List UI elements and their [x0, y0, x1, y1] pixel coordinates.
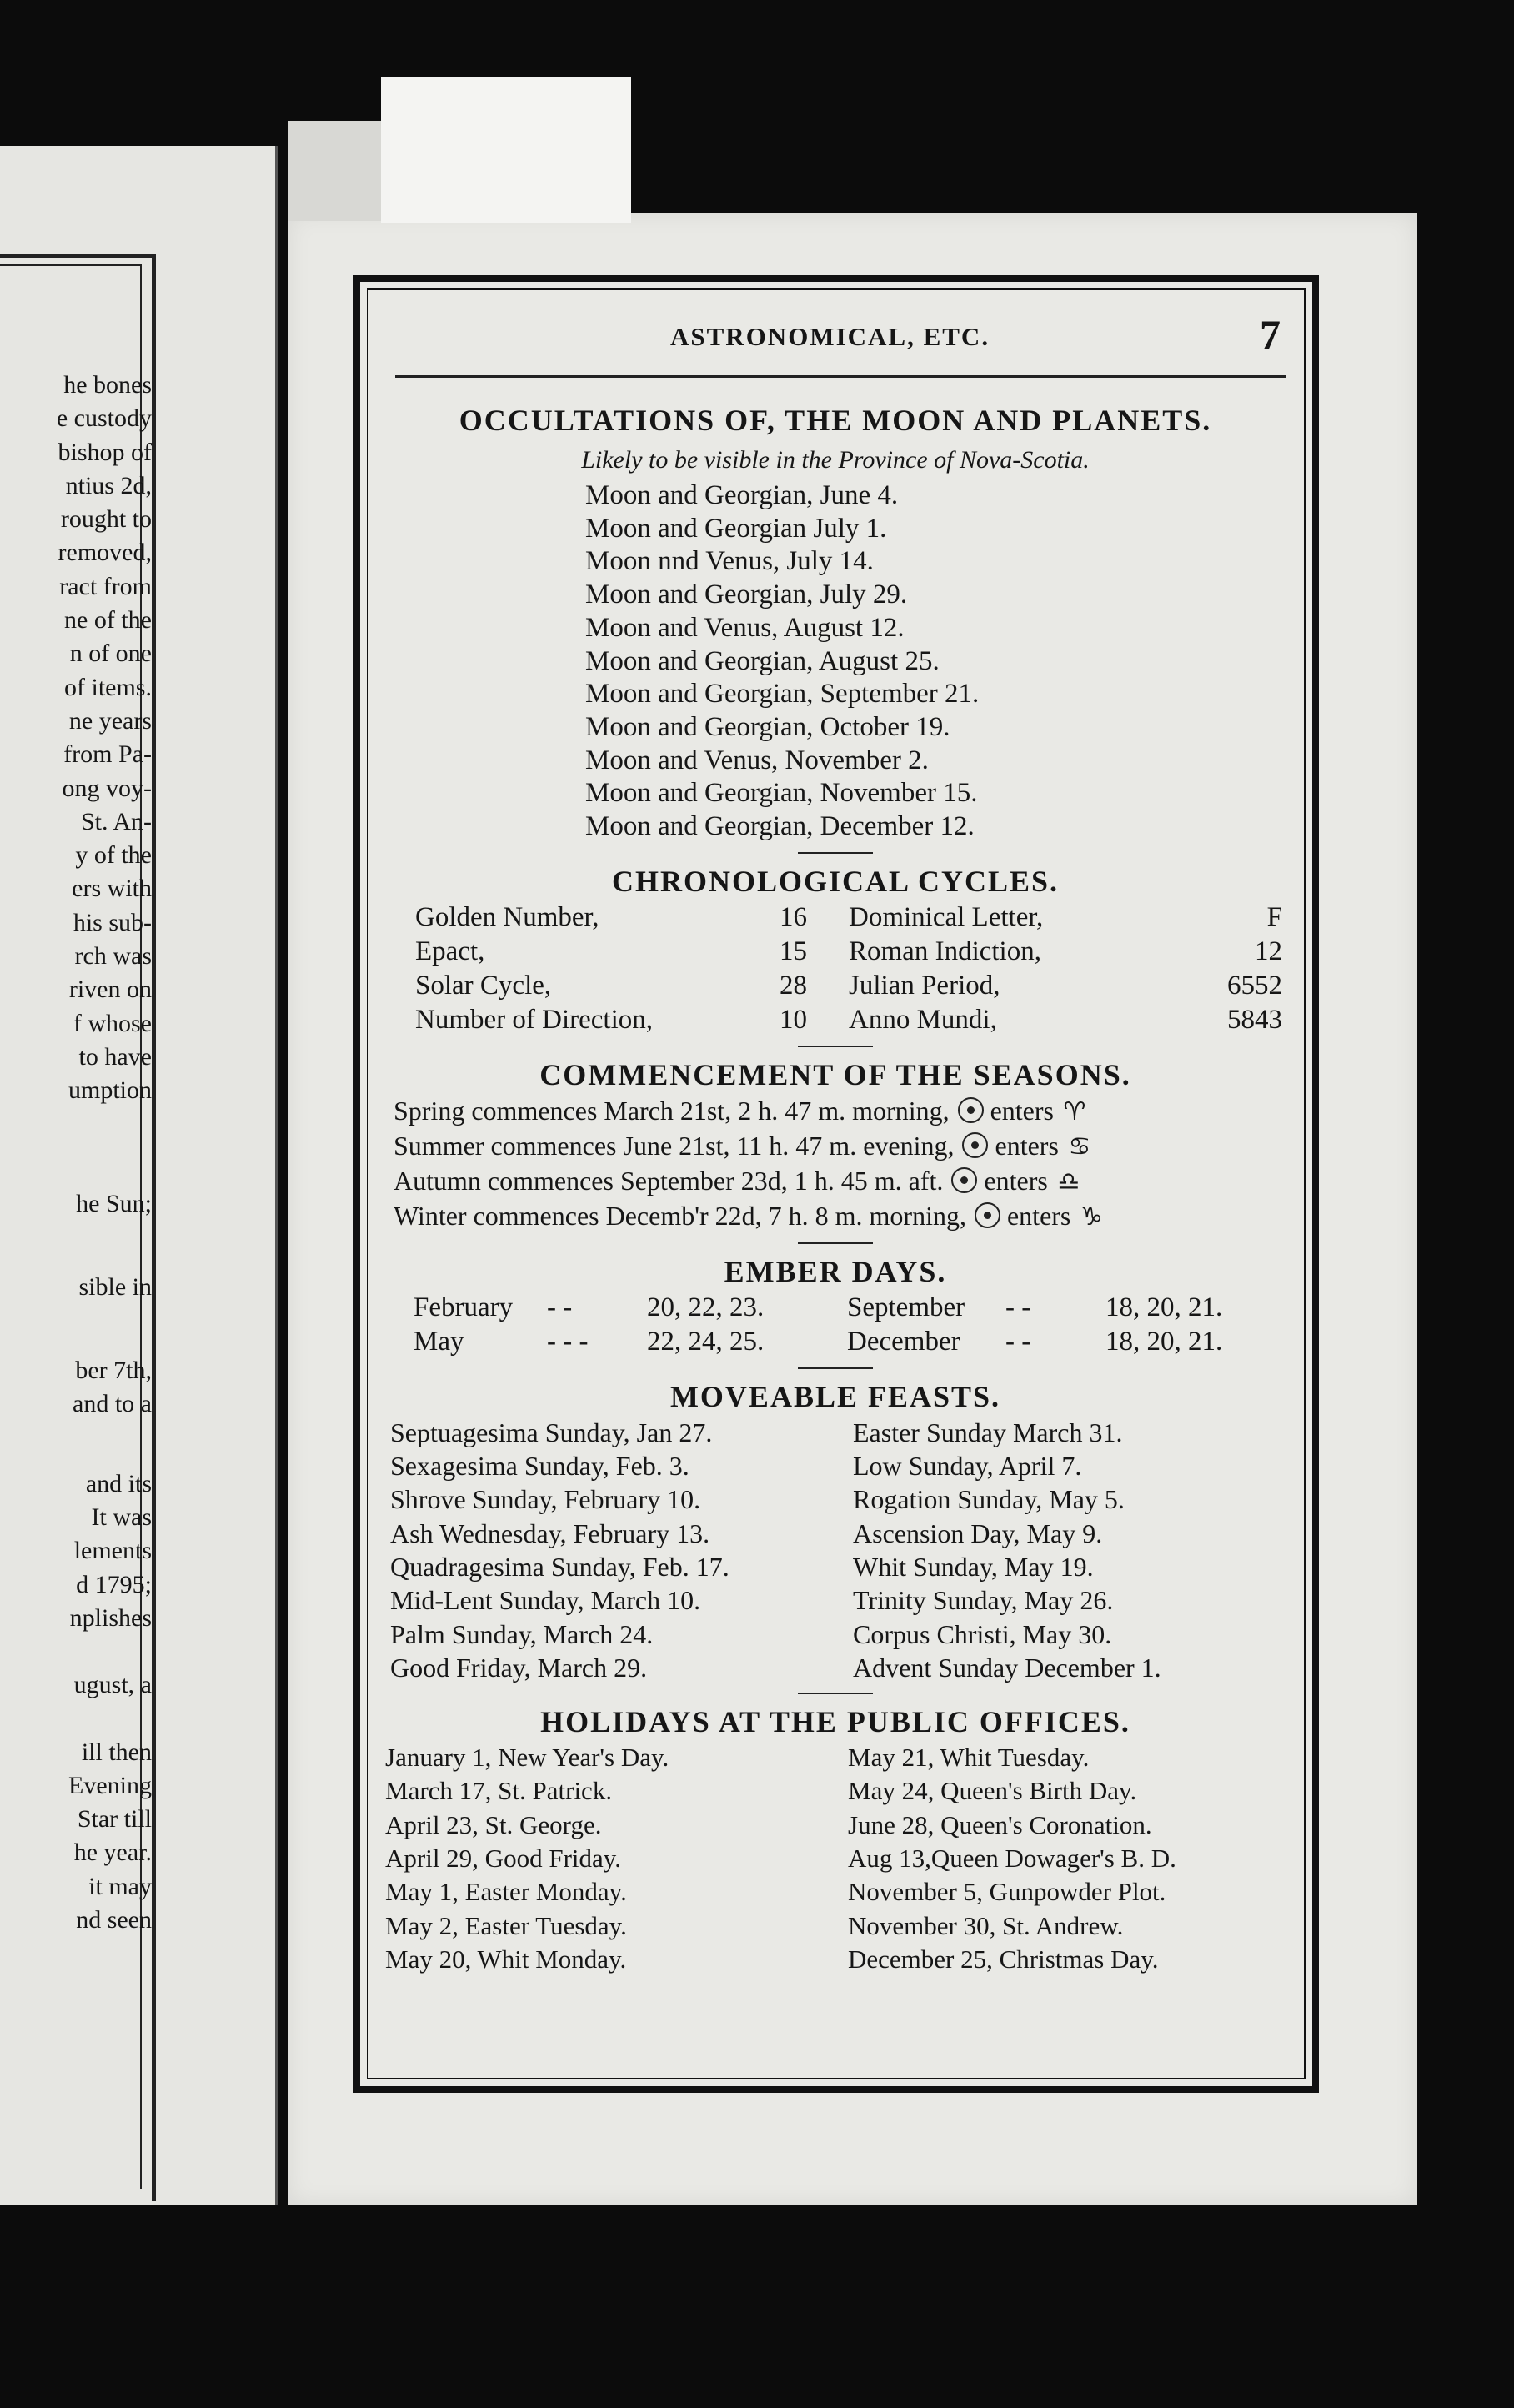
running-title: ASTRONOMICAL, ETC. [670, 322, 990, 351]
holiday-row-cell: April 29, Good Friday. [385, 1844, 621, 1873]
holiday-row [385, 1943, 1286, 1976]
facing-page-line: umption [68, 1076, 152, 1105]
facing-page-line: lements [73, 1537, 152, 1565]
page-content [377, 300, 1294, 1976]
facing-page-line: n of one [69, 640, 152, 668]
facing-page-line: he year. [73, 1839, 152, 1867]
feast-row [390, 1618, 1291, 1651]
ember-heading: EMBER DAYS. [724, 1254, 947, 1288]
feast-row-cell: Rogation Sunday, May 5. [853, 1484, 1125, 1515]
ember-cell: 22, 24, 25. [647, 1326, 765, 1357]
holiday-row-cell: April 23, St. George. [385, 1809, 602, 1839]
facing-page-line: ne of the [64, 606, 152, 635]
cycle-row [415, 1003, 1282, 1037]
occultation-item: Moon and Venus, November 2. [585, 745, 929, 775]
holiday-row-cell: June 28, Queen's Coronation. [848, 1809, 1152, 1839]
facing-page-line: d 1795; [76, 1570, 152, 1598]
feast-row-cell: Whit Sunday, May 19. [853, 1551, 1094, 1582]
ember-row [414, 1325, 1289, 1359]
facing-page-line: to have [78, 1042, 152, 1071]
feasts-section [377, 1377, 1294, 1684]
ember-cell: December [847, 1326, 960, 1357]
ember-cell: - - [1005, 1292, 1031, 1322]
feast-row [390, 1416, 1291, 1449]
facing-page-text [27, 369, 152, 1937]
ember-cell: 18, 20, 21. [1105, 1292, 1223, 1322]
feast-row-cell: Septuagesima Sunday, Jan 27. [390, 1417, 713, 1447]
season-row [394, 1164, 1294, 1199]
running-head [395, 300, 1286, 378]
paper-tab [381, 77, 631, 223]
holiday-row-cell: November 30, St. Andrew. [848, 1910, 1124, 1940]
feast-row [390, 1651, 1291, 1684]
facing-page-line: Evening [68, 1771, 152, 1799]
holiday-row-cell: Aug 13,Queen Dowager's B. D. [848, 1844, 1176, 1873]
cycle-row [415, 900, 1282, 935]
cycles-table [415, 900, 1282, 1037]
season-text: Summer commences June 21st, 11 h. 47 m. evening, [394, 1130, 955, 1161]
holidays-heading: HOLIDAYS AT THE PUBLIC OFFICES. [540, 1705, 1130, 1739]
ember-cell: - - [547, 1292, 573, 1322]
feast-row-cell: Shrove Sunday, February 10. [390, 1484, 701, 1515]
holiday-row-cell: May 2, Easter Tuesday. [385, 1910, 627, 1940]
section-rule [798, 1242, 873, 1244]
cycle-cell: Anno Mundi, [849, 1004, 997, 1035]
holidays-section [377, 1703, 1294, 1976]
zodiac-sign-icon: ♈ [1063, 1096, 1086, 1126]
cycle-cell: 5843 [1227, 1004, 1282, 1035]
cycle-cell: Dominical Letter, [849, 901, 1044, 932]
feast-row-cell: Palm Sunday, March 24. [390, 1618, 654, 1649]
feast-row-cell: Ash Wednesday, February 13. [390, 1518, 710, 1548]
facing-page-line: and to a [73, 1390, 152, 1418]
facing-page-line: riven on [68, 976, 152, 1004]
season-enters: enters [995, 1130, 1059, 1161]
holidays-table [385, 1741, 1286, 1976]
feast-row [390, 1550, 1291, 1583]
facing-page-line: ers with [72, 875, 152, 903]
season-row [394, 1094, 1294, 1129]
facing-page-gap [27, 1221, 152, 1271]
holiday-row-cell: March 17, St. Patrick. [385, 1776, 613, 1806]
facing-page-line: ong voy- [62, 774, 152, 802]
holiday-row [385, 1909, 1286, 1943]
feast-row-cell: Good Friday, March 29. [390, 1652, 648, 1683]
feast-row-cell: Sexagesima Sunday, Feb. 3. [390, 1451, 689, 1482]
occultation-item: Moon and Georgian, September 21. [585, 679, 980, 710]
facing-page-line: ract from [59, 572, 152, 600]
feast-row-cell: Easter Sunday March 31. [853, 1417, 1123, 1447]
section-rule [798, 1693, 873, 1694]
holiday-row-cell: May 21, Whit Tuesday. [848, 1743, 1090, 1773]
holiday-row-cell: November 5, Gunpowder Plot. [848, 1877, 1166, 1907]
cycle-cell: Golden Number, [415, 901, 599, 932]
feast-row-cell: Ascension Day, May 9. [853, 1518, 1103, 1548]
facing-page-gap [27, 1108, 152, 1187]
feast-row [390, 1449, 1291, 1482]
cycle-cell: Number of Direction, [415, 1004, 653, 1035]
feast-row [390, 1517, 1291, 1550]
cycle-cell: Epact, [415, 936, 485, 966]
feast-row [390, 1482, 1291, 1516]
cycle-cell: 12 [1255, 936, 1282, 966]
cycle-cell: 10 [780, 1004, 807, 1035]
section-rule [798, 1046, 873, 1047]
facing-page-line: It was [91, 1503, 152, 1532]
holiday-row [385, 1842, 1286, 1875]
occultation-item: Moon nnd Venus, July 14. [585, 546, 874, 577]
season-enters: enters [1006, 1200, 1071, 1231]
facing-page-gap [27, 1635, 152, 1668]
occultation-item: Moon and Georgian July 1. [585, 513, 887, 544]
holiday-row [385, 1809, 1286, 1842]
feast-row-cell: Quadragesima Sunday, Feb. 17. [390, 1551, 729, 1582]
facing-page-line: nd seen [76, 1905, 152, 1934]
cycles-section [377, 862, 1294, 1037]
ember-cell: 20, 22, 23. [647, 1292, 765, 1322]
holiday-row-cell: May 20, Whit Monday. [385, 1944, 627, 1974]
cycle-cell: Roman Indiction, [849, 936, 1041, 966]
ember-cell: - - [1005, 1326, 1031, 1357]
holiday-row [385, 1875, 1286, 1909]
ember-cell: - - - [547, 1326, 589, 1357]
holiday-row-cell: May 1, Easter Monday. [385, 1877, 627, 1907]
cycle-cell: 16 [780, 901, 807, 932]
feast-row-cell: Trinity Sunday, May 26. [853, 1585, 1114, 1616]
sun-symbol-icon [958, 1097, 984, 1123]
paper-scrap [288, 121, 388, 221]
occultations-subheading: Likely to be visible in the Province of Nova-Scotia. [581, 446, 1090, 474]
season-row [394, 1129, 1294, 1164]
zodiac-sign-icon: ♎ [1057, 1166, 1080, 1196]
facing-page-line: it may [88, 1872, 152, 1900]
seasons-list [394, 1094, 1294, 1234]
occultations-heading: OCCULTATIONS OF, THE MOON AND PLANETS. [459, 404, 1212, 437]
facing-page-line: he bones [63, 371, 152, 399]
season-row [394, 1199, 1294, 1234]
cycle-row [415, 935, 1282, 969]
ember-section [377, 1252, 1294, 1359]
facing-page-line: e custody [56, 404, 152, 433]
cycle-cell: Solar Cycle, [415, 970, 552, 1001]
feast-row [390, 1583, 1291, 1617]
feast-row-cell: Mid-Lent Sunday, March 10. [390, 1585, 701, 1616]
cycle-cell: F [1266, 901, 1282, 932]
occultation-item: Moon and Georgian, August 25. [585, 645, 940, 676]
facing-page-line: sible in [78, 1272, 152, 1301]
season-enters: enters [990, 1095, 1054, 1126]
feast-row-cell: Low Sunday, April 7. [853, 1451, 1082, 1482]
facing-page-line: ugust, a [73, 1671, 152, 1699]
ember-table [414, 1291, 1289, 1359]
ember-cell: September [847, 1292, 965, 1322]
seasons-section [377, 1056, 1294, 1234]
facing-page-line: f whose [73, 1009, 152, 1037]
holiday-row [385, 1774, 1286, 1808]
facing-page-line: he Sun; [76, 1189, 152, 1217]
sun-symbol-icon [962, 1132, 988, 1158]
section-rule [798, 852, 873, 854]
cycle-row [415, 969, 1282, 1003]
occultation-item: Moon and Venus, August 12. [585, 612, 905, 643]
holiday-row [385, 1741, 1286, 1774]
facing-page-line: ntius 2d, [65, 471, 152, 499]
seasons-heading: COMMENCEMENT OF THE SEASONS. [539, 1057, 1131, 1091]
feast-row-cell: Advent Sunday December 1. [853, 1652, 1161, 1683]
occultation-item: Moon and Georgian, December 12. [585, 811, 975, 842]
facing-page-line: rch was [74, 942, 152, 971]
cycle-cell: 15 [780, 936, 807, 966]
occultation-item: Moon and Georgian, June 4. [585, 480, 899, 510]
holiday-row-cell: May 24, Queen's Birth Day. [848, 1776, 1137, 1806]
feasts-heading: MOVEABLE FEASTS. [669, 1379, 1001, 1413]
facing-page-line: y of the [75, 841, 152, 870]
season-text: Spring commences March 21st, 2 h. 47 m. morning, [394, 1095, 950, 1126]
ember-row [414, 1291, 1289, 1325]
occultation-item: Moon and Georgian, July 29. [585, 579, 908, 610]
facing-page-line: nplishes [69, 1603, 152, 1632]
facing-page-line: ber 7th, [75, 1357, 152, 1385]
zodiac-sign-icon: ♑ [1080, 1201, 1103, 1232]
ember-cell: February [414, 1292, 514, 1322]
facing-page-gap [27, 1304, 152, 1354]
ember-cell: May [414, 1326, 464, 1357]
holiday-row-cell: January 1, New Year's Day. [385, 1743, 669, 1773]
cycle-cell: 6552 [1227, 970, 1282, 1001]
facing-page-line: ne years [68, 706, 152, 735]
occultation-item: Moon and Georgian, November 15. [585, 778, 978, 809]
section-rule [798, 1367, 873, 1369]
facing-page-line: his sub- [73, 908, 152, 936]
facing-page-line: Star till [77, 1805, 152, 1834]
facing-page-gap [27, 1703, 152, 1736]
ember-cell: 18, 20, 21. [1105, 1326, 1223, 1357]
feasts-table [390, 1416, 1291, 1684]
sun-symbol-icon [975, 1202, 1000, 1228]
holiday-row-cell: December 25, Christmas Day. [848, 1944, 1159, 1974]
occultation-item: Moon and Georgian, October 19. [585, 711, 950, 742]
occultations-list [585, 479, 1294, 844]
facing-page-line: of items. [64, 673, 152, 701]
facing-page-line: bishop of [58, 438, 152, 466]
season-text: Autumn commences September 23d, 1 h. 45 m. aft. [394, 1165, 944, 1196]
facing-page-line: St. An- [80, 807, 152, 835]
sun-symbol-icon [951, 1167, 977, 1193]
facing-page-line: rought to [60, 505, 152, 534]
facing-page-line: removed, [58, 539, 152, 567]
facing-page-line: and its [85, 1469, 152, 1497]
season-text: Winter commences Decemb'r 22d, 7 h. 8 m. morning, [394, 1200, 966, 1231]
season-enters: enters [984, 1165, 1048, 1196]
facing-page-line: ill then [81, 1738, 152, 1766]
facing-page-gap [27, 1422, 152, 1467]
occultations-section [377, 401, 1294, 844]
zodiac-sign-icon: ♋ [1068, 1131, 1091, 1161]
page-number: 7 [1260, 311, 1281, 358]
cycle-cell: Julian Period, [849, 970, 1000, 1001]
cycles-heading: CHRONOLOGICAL CYCLES. [611, 864, 1060, 898]
facing-page-line: from Pa- [63, 740, 152, 769]
cycle-cell: 28 [780, 970, 807, 1001]
feast-row-cell: Corpus Christi, May 30. [853, 1618, 1112, 1649]
